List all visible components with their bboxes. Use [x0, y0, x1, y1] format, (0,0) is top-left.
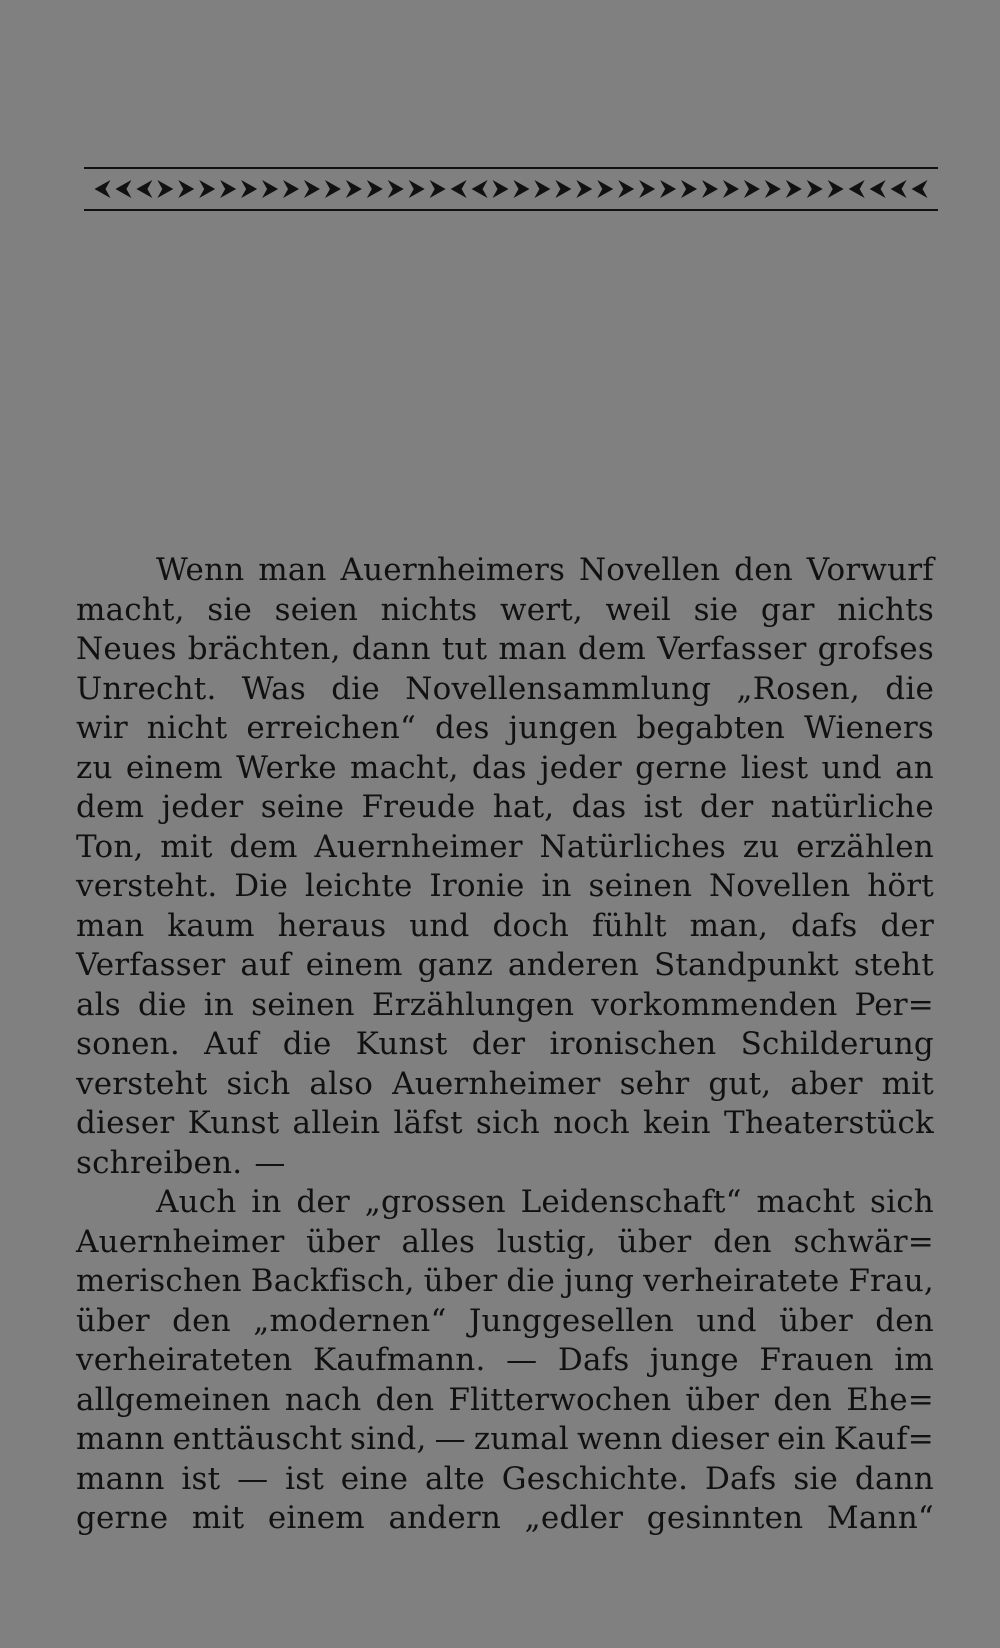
word: dem	[577, 631, 647, 667]
word: dann	[351, 631, 431, 667]
word: alte	[424, 1460, 485, 1497]
word: Natürliches	[539, 828, 726, 865]
word: den	[713, 1223, 772, 1260]
word: des	[434, 710, 490, 746]
word: Flitterwochen	[448, 1381, 672, 1418]
ornament-chevron	[681, 180, 697, 198]
word: dann	[854, 1460, 934, 1497]
text-line	[76, 867, 934, 907]
ornament-chevron	[493, 180, 509, 198]
text-line	[76, 1025, 934, 1065]
word: versteht	[76, 1065, 208, 1102]
word: mit	[191, 1500, 245, 1536]
word: ein	[777, 1421, 826, 1457]
word: Erzählungen	[371, 986, 575, 1023]
ornament-chevron	[639, 180, 655, 198]
word: zumal	[473, 1421, 569, 1457]
word: in	[251, 1184, 282, 1220]
word: Geschichte.	[501, 1460, 689, 1497]
word: erreichen“	[246, 710, 417, 746]
word: ironischen	[549, 1026, 717, 1062]
word: Verfasser	[76, 947, 226, 983]
word: und	[696, 1302, 757, 1339]
word: leichte	[304, 868, 413, 904]
word: fühlt	[591, 907, 667, 944]
ornament-chevron	[576, 180, 592, 198]
word: anderen	[507, 947, 640, 983]
ornament-chevron	[115, 180, 131, 198]
word: Vorwurf	[806, 552, 934, 588]
ornament-chevron	[136, 180, 152, 198]
ornament-chevron	[388, 180, 404, 198]
word: gut,	[708, 1065, 772, 1102]
word: den	[375, 1381, 435, 1418]
word: gerne	[76, 1500, 169, 1536]
word: sie	[693, 591, 739, 628]
word: sehr	[619, 1065, 690, 1102]
word: Auernheimers	[340, 552, 566, 588]
word: ganz	[417, 947, 494, 983]
body-text	[76, 551, 934, 1539]
ornament-chevron	[304, 180, 320, 198]
text-line	[76, 907, 934, 947]
word: Ton,	[76, 828, 144, 865]
word: enttäuscht	[172, 1421, 343, 1457]
word: —	[434, 1421, 466, 1457]
word: über	[779, 1302, 853, 1339]
word: einem	[267, 1500, 365, 1536]
text-line	[76, 946, 934, 986]
word: Kunst	[187, 1105, 280, 1141]
word: brächten,	[187, 631, 341, 667]
word: einem	[125, 749, 223, 786]
word: jung	[564, 1263, 635, 1299]
word: man	[498, 631, 567, 667]
word: als	[76, 986, 121, 1023]
word: Backfisch,	[250, 1263, 415, 1299]
word: auf	[240, 947, 291, 983]
word: sind,	[350, 1421, 427, 1457]
word: über	[617, 1223, 692, 1260]
text-line	[76, 551, 934, 591]
word: man	[76, 907, 145, 944]
ornament-chevron	[241, 180, 257, 198]
ornament-chevron	[723, 180, 739, 198]
ornament-chevron	[849, 180, 865, 198]
word: den	[172, 1302, 231, 1339]
word: verheiratete	[643, 1263, 840, 1299]
ornament-chevron	[786, 180, 802, 198]
ornament-chevron	[430, 180, 446, 198]
word: seine	[260, 789, 345, 825]
word: nach	[284, 1381, 362, 1418]
word: seien	[274, 591, 359, 628]
word: Frauen	[759, 1342, 874, 1378]
word: den	[875, 1302, 934, 1339]
word: Auf	[204, 1026, 259, 1062]
text-line	[76, 1341, 934, 1381]
word: im	[894, 1342, 934, 1378]
word: man,	[689, 907, 769, 944]
word: natürliche	[770, 789, 934, 825]
word: aber	[790, 1065, 863, 1102]
word: jungen	[508, 710, 618, 746]
word: Ehe=	[846, 1381, 934, 1418]
ornament-chevron	[744, 180, 760, 198]
ornament-chevron	[367, 180, 383, 198]
word: schreiben.	[76, 1144, 243, 1181]
word: an	[895, 749, 934, 786]
word: Unrecht.	[76, 670, 217, 707]
word: „grossen	[364, 1184, 506, 1220]
word: Auch	[156, 1184, 237, 1220]
ornament-chevron	[199, 180, 215, 198]
word: Auernheimer	[392, 1065, 601, 1102]
ornament-chevron	[912, 180, 928, 198]
word: läfst	[393, 1105, 463, 1141]
word: jeder	[161, 789, 244, 825]
word: doch	[492, 907, 570, 944]
word: über	[685, 1381, 760, 1418]
text-line	[76, 986, 934, 1026]
text-line	[76, 1104, 934, 1144]
word: sich	[869, 1184, 934, 1220]
word: noch	[553, 1105, 630, 1141]
ornament-chevron	[765, 180, 781, 198]
word: tut	[441, 631, 488, 667]
word: in	[203, 986, 235, 1023]
ornament-icon	[84, 166, 938, 212]
ornament-chevron	[870, 180, 886, 198]
word: andern	[388, 1500, 502, 1536]
word: junge	[650, 1342, 739, 1378]
word: Auernheimer	[76, 1223, 285, 1260]
word: dem	[229, 828, 298, 865]
ornament-header-rule	[84, 166, 938, 212]
word: Freude	[361, 789, 476, 825]
word: die	[506, 1263, 556, 1299]
word: das	[571, 789, 627, 825]
word: Standpunkt	[653, 947, 839, 983]
word: mann	[76, 1421, 165, 1457]
word: und	[409, 907, 470, 944]
ornament-chevron	[702, 180, 718, 198]
word: Frau,	[848, 1263, 934, 1299]
word: dieser	[670, 1421, 769, 1457]
text-line	[76, 1381, 934, 1421]
word: Auernheimer	[314, 828, 523, 865]
ornament-chevron	[94, 180, 110, 198]
word: schwär=	[793, 1223, 934, 1260]
word: das	[471, 749, 527, 786]
ornament-chevron	[534, 180, 550, 198]
word: Theaterstück	[724, 1105, 934, 1141]
ornament-chevron	[597, 180, 613, 198]
word: ist	[285, 1460, 324, 1497]
word: sie	[793, 1460, 839, 1497]
word: Ironie	[429, 868, 525, 904]
ornament-chevron	[262, 180, 278, 198]
word: Dafs	[557, 1342, 630, 1378]
text-line	[76, 591, 934, 631]
word: begabten	[636, 710, 786, 746]
word: ist	[181, 1460, 221, 1497]
word: Neues	[76, 631, 177, 667]
word: hat,	[492, 789, 555, 825]
word: Werke	[236, 749, 337, 786]
ornament-chevron	[618, 180, 634, 198]
word: vorkommenden	[591, 986, 838, 1023]
word: also	[309, 1065, 374, 1102]
word: die	[885, 670, 934, 707]
word: Junggesellen	[468, 1302, 675, 1339]
ornament-chevron	[178, 180, 194, 198]
word: über	[76, 1302, 150, 1339]
ornament-chevron	[807, 180, 823, 198]
word: über	[306, 1223, 380, 1260]
word: Die	[234, 868, 289, 904]
ornament-chevron	[346, 180, 362, 198]
ornament-chevron	[472, 180, 488, 198]
text-line	[76, 1420, 934, 1460]
word: den	[773, 1381, 833, 1418]
text-line	[76, 1183, 934, 1223]
text-line	[76, 1065, 934, 1105]
word: Kunst	[355, 1026, 448, 1062]
word: die	[282, 1026, 332, 1062]
text-line	[76, 788, 934, 828]
text-line	[76, 670, 934, 710]
text-line	[76, 1460, 934, 1500]
word: Schilderung	[740, 1026, 934, 1062]
word: Novellen	[708, 868, 851, 904]
word: Kaufmann.	[312, 1342, 486, 1378]
text-line	[76, 1223, 934, 1263]
word: steht	[853, 947, 934, 983]
word: jeder	[539, 749, 622, 786]
word: sich	[475, 1105, 540, 1141]
word: erzählen	[796, 828, 934, 865]
word: Dafs	[705, 1460, 777, 1497]
word: sonen.	[76, 1026, 180, 1062]
word: merischen	[76, 1263, 242, 1299]
word: Novellensammlung	[405, 670, 712, 707]
text-line	[76, 1262, 934, 1302]
word: seinen	[251, 986, 355, 1023]
word: zu	[742, 828, 780, 865]
word: dem	[76, 789, 145, 825]
word: einem	[305, 947, 403, 983]
word: nicht	[146, 710, 228, 746]
word: versteht.	[76, 868, 218, 904]
word: der	[296, 1184, 350, 1220]
word: hört	[867, 868, 934, 904]
word: macht,	[76, 591, 185, 628]
word: —	[506, 1342, 538, 1378]
word: Wieners	[803, 710, 934, 746]
word: macht,	[349, 749, 459, 786]
text-line	[76, 828, 934, 868]
word: sie	[207, 591, 253, 628]
word: „Rosen,	[736, 670, 860, 707]
word: Per=	[854, 986, 934, 1023]
word: zu	[76, 749, 113, 786]
ornament-chevron	[828, 180, 844, 198]
word: in	[541, 868, 572, 904]
word: wir	[76, 710, 128, 746]
text-line	[76, 630, 934, 670]
word: Was	[241, 670, 306, 707]
word: mit	[881, 1065, 934, 1102]
word: die	[331, 670, 380, 707]
word: grofses	[817, 631, 934, 667]
ornament-chevron	[283, 180, 299, 198]
word: der	[699, 789, 754, 825]
ornament-chevron	[220, 180, 236, 198]
ornament-chevron	[891, 180, 907, 198]
text-line	[76, 709, 934, 749]
word: allein	[292, 1105, 381, 1141]
word: mit	[160, 828, 213, 865]
word: wert,	[499, 591, 583, 628]
word: Kauf=	[833, 1421, 934, 1457]
word: und	[821, 749, 882, 786]
word: heraus	[277, 907, 387, 944]
word: macht	[756, 1184, 856, 1220]
word: die	[137, 986, 187, 1023]
word: allgemeinen	[76, 1381, 271, 1418]
ornament-chevron	[555, 180, 571, 198]
word: Mann“	[826, 1500, 934, 1536]
word: liest	[740, 749, 809, 786]
word: —	[237, 1460, 269, 1497]
word: Wenn	[156, 552, 245, 588]
word: über	[423, 1263, 498, 1299]
word: kaum	[167, 907, 255, 944]
word: den	[734, 552, 793, 588]
ornament-chevron	[157, 180, 173, 198]
word: alles	[401, 1223, 476, 1260]
ornament-chevron	[451, 180, 467, 198]
word: seinen	[588, 868, 693, 904]
word: —	[254, 1144, 286, 1181]
word: dafs	[791, 907, 858, 944]
word: ist	[643, 789, 683, 825]
word: der	[471, 1026, 526, 1062]
ornament-chevron	[513, 180, 529, 198]
word: gesinnten	[646, 1500, 804, 1536]
text-line	[76, 1499, 934, 1539]
ornament-chevron	[409, 180, 425, 198]
word: dieser	[76, 1105, 175, 1141]
word: eine	[340, 1460, 409, 1497]
word: kein	[643, 1105, 711, 1141]
word: „modernen“	[253, 1302, 447, 1339]
word: nichts	[837, 591, 934, 628]
ornament-chevron	[660, 180, 676, 198]
word: der	[880, 907, 934, 944]
word: Leidenschaft“	[520, 1184, 742, 1220]
word: wenn	[576, 1421, 663, 1457]
text-line	[76, 749, 934, 789]
word: mann	[76, 1460, 165, 1497]
word: lustig,	[496, 1223, 597, 1260]
word: weil	[605, 591, 672, 628]
text-line	[76, 1144, 934, 1184]
word: „edler	[524, 1500, 624, 1536]
word: Verfasser	[657, 631, 807, 667]
ornament-chevron	[325, 180, 341, 198]
word: verheirateten	[76, 1342, 293, 1378]
word: nichts	[380, 591, 478, 628]
word: Novellen	[578, 552, 721, 588]
word: sich	[226, 1065, 291, 1102]
word: gerne	[635, 749, 728, 786]
word: man	[258, 552, 327, 588]
word: gar	[760, 591, 815, 628]
text-line	[76, 1302, 934, 1342]
